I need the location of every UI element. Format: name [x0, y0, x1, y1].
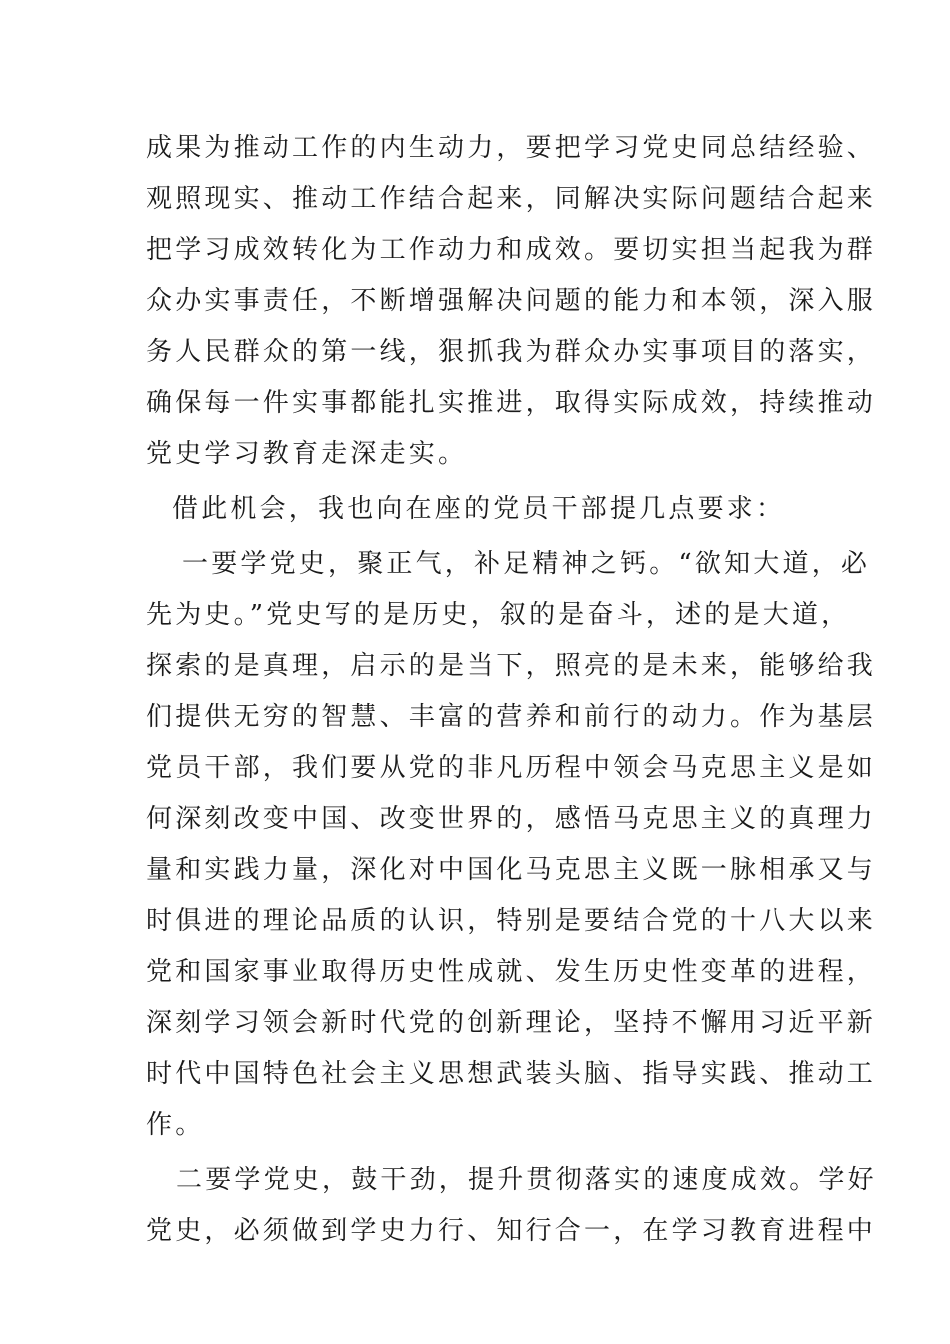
text-line: 量和实践力量，深化对中国化马克思主义既一脉相承又与: [146, 855, 877, 885]
paragraph-3: [146, 539, 877, 1151]
text-line: 党员干部，我们要从党的非凡历程中领会马克思主义是如: [146, 753, 877, 783]
text-line: 先为史。”党史写的是历史，叙的是奋斗，述的是大道，: [146, 600, 851, 630]
text-line: 何深刻改变中国、改变世界的，感悟马克思主义的真理力: [146, 804, 877, 834]
text-line: 时代中国特色社会主义思想武装头脑、指导实践、推动工: [146, 1059, 877, 1089]
text-line: 党和国家事业取得历史性成就、发生历史性变革的进程，: [146, 957, 877, 987]
paragraph-1: [146, 123, 877, 480]
text-line: 党史学习教育走深走实。: [146, 439, 468, 469]
text-line: 成果为推动工作的内生动力，要把学习党史同总结经验、: [146, 133, 877, 163]
text-line: 党史，必须做到学史力行、知行合一，在学习教育进程中: [146, 1216, 877, 1246]
text-line: 们提供无穷的智慧、丰富的营养和前行的动力。作为基层: [146, 702, 877, 732]
text-line: 时俱进的理论品质的认识，特别是要结合党的十八大以来: [146, 906, 877, 936]
text-line: 务人民群众的第一线，狠抓我为群众办实事项目的落实，: [146, 337, 877, 367]
text-line: 把学习成效转化为工作动力和成效。要切实担当起我为群: [146, 235, 877, 265]
paragraph-4: [146, 1155, 877, 1257]
text-line: 众办实事责任，不断增强解决问题的能力和本领，深入服: [146, 286, 877, 316]
document-body: [146, 123, 877, 1257]
text-line: 一要学党史，聚正气，补足精神之钙。“欲知大道，必: [182, 549, 871, 579]
text-line: 作。: [146, 1110, 205, 1140]
text-line: 深刻学习领会新时代党的创新理论，坚持不懈用习近平新: [146, 1008, 877, 1038]
paragraph-2: [146, 484, 808, 535]
text-line: 观照现实、推动工作结合起来，同解决实际问题结合起来: [146, 184, 877, 214]
text-line: 探索的是真理，启示的是当下，照亮的是未来，能够给我: [146, 651, 877, 681]
text-line: 二要学党史，鼓干劲，提升贯彻落实的速度成效。学好: [176, 1165, 877, 1195]
text-line: 确保每一件实事都能扎实推进，取得实际成效，持续推动: [146, 388, 877, 418]
text-line: 借此机会，我也向在座的党员干部提几点要求：: [172, 494, 786, 524]
